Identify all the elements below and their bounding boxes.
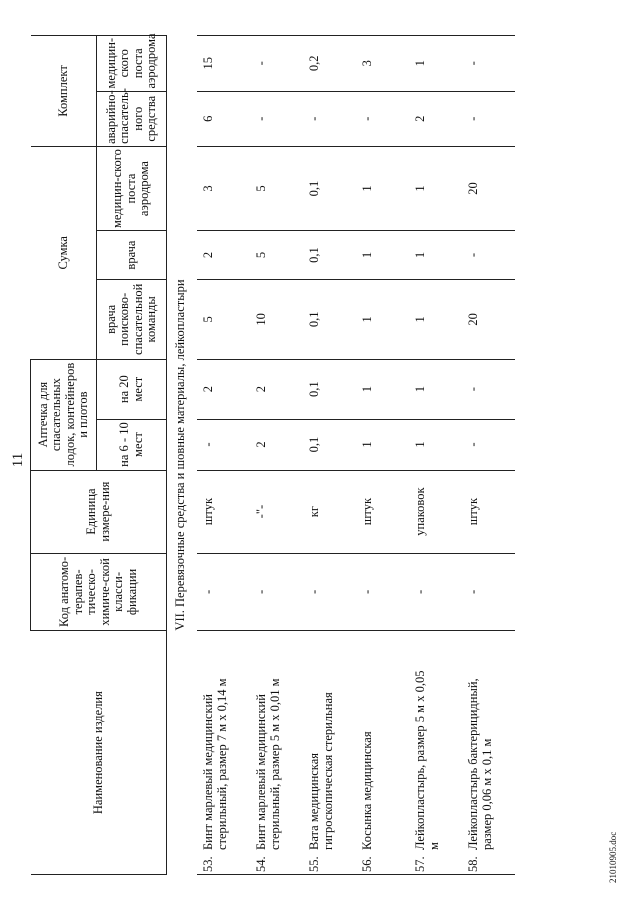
rotated-content (10, 33, 618, 883)
item-name: Лейкопластырь, размер 5 м х 0,05 м (413, 670, 441, 850)
kit-b-cell: 1 (409, 359, 462, 419)
header-kit-group: Аптечка для спасательных лодок, контейнеров и плотов (31, 359, 97, 470)
table-row (197, 36, 250, 875)
bag-3-cell: 5 (250, 146, 303, 230)
item-number: 54. (254, 856, 268, 872)
header-set-group: Комплект (31, 36, 97, 147)
table-row (462, 36, 515, 875)
set-2-cell: 1 (409, 36, 462, 92)
set-1-cell: - (303, 91, 356, 146)
item-name-cell (462, 631, 515, 875)
kit-a-cell: 1 (409, 419, 462, 470)
bag-2-cell: 5 (250, 231, 303, 280)
code-cell: - (462, 553, 515, 631)
header-bag-1: врача поисково-спасательной команды (97, 279, 167, 359)
item-name-cell (197, 631, 250, 875)
bag-3-cell: 1 (356, 146, 409, 230)
header-set-1: аварийно-спасатель-ного средства (97, 91, 167, 146)
kit-b-cell: - (462, 359, 515, 419)
set-1-cell: - (462, 91, 515, 146)
supply-table (30, 35, 515, 875)
bag-1-cell: 5 (197, 279, 250, 359)
item-number: 57. (413, 856, 427, 872)
set-1-cell: 6 (197, 91, 250, 146)
code-cell: - (197, 553, 250, 631)
code-cell: - (409, 553, 462, 631)
unit-cell: упаковок (409, 470, 462, 553)
kit-a-cell: 2 (250, 419, 303, 470)
table-row (409, 36, 462, 875)
bag-3-cell: 1 (409, 146, 462, 230)
header-unit: Единица измере-ния (31, 470, 167, 553)
header-bag-group: Сумка (31, 146, 97, 359)
set-2-cell: 15 (197, 36, 250, 92)
item-name: Бинт марлевый медицинский стерильный, размер 5 м х 0,01 м (254, 678, 282, 850)
header-kit-a: на 6 - 10 мест (97, 419, 167, 470)
item-number: 56. (360, 856, 374, 872)
table-row (356, 36, 409, 875)
item-name: Вата медицинская гигроскопическая стерильная (307, 692, 335, 850)
set-1-cell: - (356, 91, 409, 146)
bag-2-cell: 0,1 (303, 231, 356, 280)
item-name-cell (250, 631, 303, 875)
header-bag-2: врача (97, 231, 167, 280)
table-row (250, 36, 303, 875)
kit-a-cell: - (462, 419, 515, 470)
unit-cell: кг (303, 470, 356, 553)
bag-3-cell: 0,1 (303, 146, 356, 230)
bag-2-cell: 1 (409, 231, 462, 280)
bag-2-cell: 2 (197, 231, 250, 280)
header-set-2: медицин-ского поста аэродрома (97, 36, 167, 92)
bag-3-cell: 20 (462, 146, 515, 230)
item-number: 58. (466, 856, 480, 872)
kit-a-cell: - (197, 419, 250, 470)
set-2-cell: 3 (356, 36, 409, 92)
bag-3-cell: 3 (197, 146, 250, 230)
kit-b-cell: 0,1 (303, 359, 356, 419)
section-title: VII. Перевязочные средства и шовные материалы, лейкопластыри (173, 279, 188, 631)
item-number: 55. (307, 856, 321, 872)
bag-1-cell: 1 (356, 279, 409, 359)
set-2-cell: 0,2 (303, 36, 356, 92)
set-1-cell: 2 (409, 91, 462, 146)
bag-1-cell: 10 (250, 279, 303, 359)
item-number: 53. (201, 856, 215, 872)
header-kit-b: на 20 мест (97, 359, 167, 419)
set-2-cell: - (462, 36, 515, 92)
kit-a-cell: 1 (356, 419, 409, 470)
item-name: Косынка медицинская (360, 731, 374, 850)
item-name: Бинт марлевый медицинский стерильный, размер 7 м х 0,14 м (201, 678, 229, 850)
code-cell: - (303, 553, 356, 631)
bag-1-cell: 0,1 (303, 279, 356, 359)
unit-cell: штук (356, 470, 409, 553)
section-row (167, 36, 198, 875)
kit-b-cell: 2 (197, 359, 250, 419)
bag-2-cell: - (462, 231, 515, 280)
set-1-cell: - (250, 91, 303, 146)
bag-2-cell: 1 (356, 231, 409, 280)
kit-b-cell: 2 (250, 359, 303, 419)
item-name-cell (356, 631, 409, 875)
header-code: Код анатомо-терапев-тическо-химиче-ской класси-фикации (31, 553, 167, 631)
bag-1-cell: 20 (462, 279, 515, 359)
set-2-cell: - (250, 36, 303, 92)
unit-cell: -"- (250, 470, 303, 553)
item-name: Лейкопластырь бактерицидный, размер 0,06 м х 0,1 м (466, 678, 494, 850)
footer-filename: 21010905.doc (608, 831, 618, 883)
code-cell: - (250, 553, 303, 631)
unit-cell: штук (462, 470, 515, 553)
code-cell: - (356, 553, 409, 631)
header-name: Наименование изделия (31, 631, 167, 875)
kit-b-cell: 1 (356, 359, 409, 419)
bag-1-cell: 1 (409, 279, 462, 359)
table-row (303, 36, 356, 875)
kit-a-cell: 0,1 (303, 419, 356, 470)
item-name-cell (303, 631, 356, 875)
page-number: 11 (10, 452, 26, 468)
header-bag-3: медицин-ского поста аэродрома (97, 146, 167, 230)
unit-cell: штук (197, 470, 250, 553)
item-name-cell (409, 631, 462, 875)
